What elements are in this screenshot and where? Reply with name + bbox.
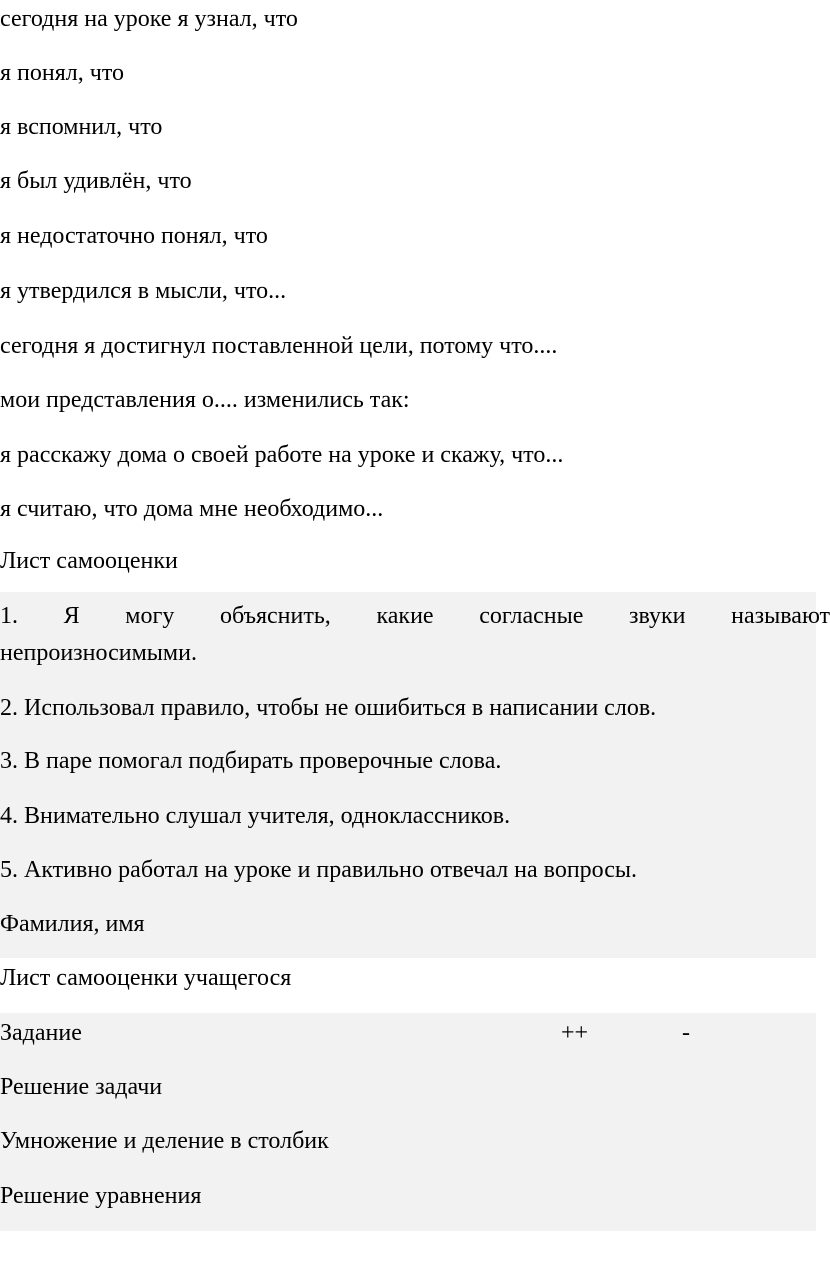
item-1-word: согласные (479, 603, 584, 629)
reflection-line-10: я считаю, что дома мне необходимо... (0, 496, 384, 522)
reflection-line-7: сегодня я достигнул поставленной цели, потому что.... (0, 333, 558, 359)
reflection-line-4: я был удивлён, что (0, 168, 192, 194)
self-assessment-item-4: 4. Внимательно слушал учителя, одноклассников. (0, 803, 511, 829)
reflection-line-1: сегодня на уроке я узнал, что (0, 6, 298, 32)
self-assessment-item-2: 2. Использовал правило, чтобы не ошибиться в написании слов. (0, 695, 657, 721)
reflection-line-5: я недостаточно понял, что (0, 223, 268, 249)
self-assessment-item-3: 3. В паре помогал подбирать проверочные слова. (0, 748, 502, 774)
table-header-plus: ++ (561, 1020, 589, 1046)
item-1-word: могу (125, 603, 175, 629)
item-1-word: называют (731, 603, 830, 629)
self-assessment-item-1-continuation: непроизносимыми. (0, 640, 197, 666)
self-assessment-title: Лист самооценки (0, 548, 178, 574)
table-row-2: Умножение и деление в столбик (0, 1128, 329, 1154)
reflection-line-2: я понял, что (0, 60, 124, 86)
table-row-3: Решение уравнения (0, 1183, 202, 1209)
student-sheet-title: Лист самооценки учащегося (0, 965, 292, 991)
item-1-word: объяснить, (219, 603, 331, 629)
reflection-line-8: мои представления о.... изменились так: (0, 387, 410, 413)
self-assessment-item-5: 5. Активно работал на уроке и правильно отвечал на вопросы. (0, 857, 638, 883)
table-header-task: Задание (0, 1020, 82, 1046)
item-1-word: 1. (0, 603, 18, 629)
self-assessment-item-1 (0, 601, 830, 631)
reflection-line-9: я расскажу дома о своей работе на уроке и скажу, что... (0, 442, 564, 468)
reflection-line-3: я вспомнил, что (0, 114, 163, 140)
table-header-minus: - (682, 1020, 690, 1046)
reflection-line-6: я утвердился в мысли, что... (0, 278, 287, 304)
name-label: Фамилия, имя (0, 911, 145, 937)
item-1-word: Я (63, 603, 80, 629)
item-1-word: какие (376, 603, 434, 629)
table-row-1: Решение задачи (0, 1074, 163, 1100)
item-1-word: звуки (629, 603, 686, 629)
